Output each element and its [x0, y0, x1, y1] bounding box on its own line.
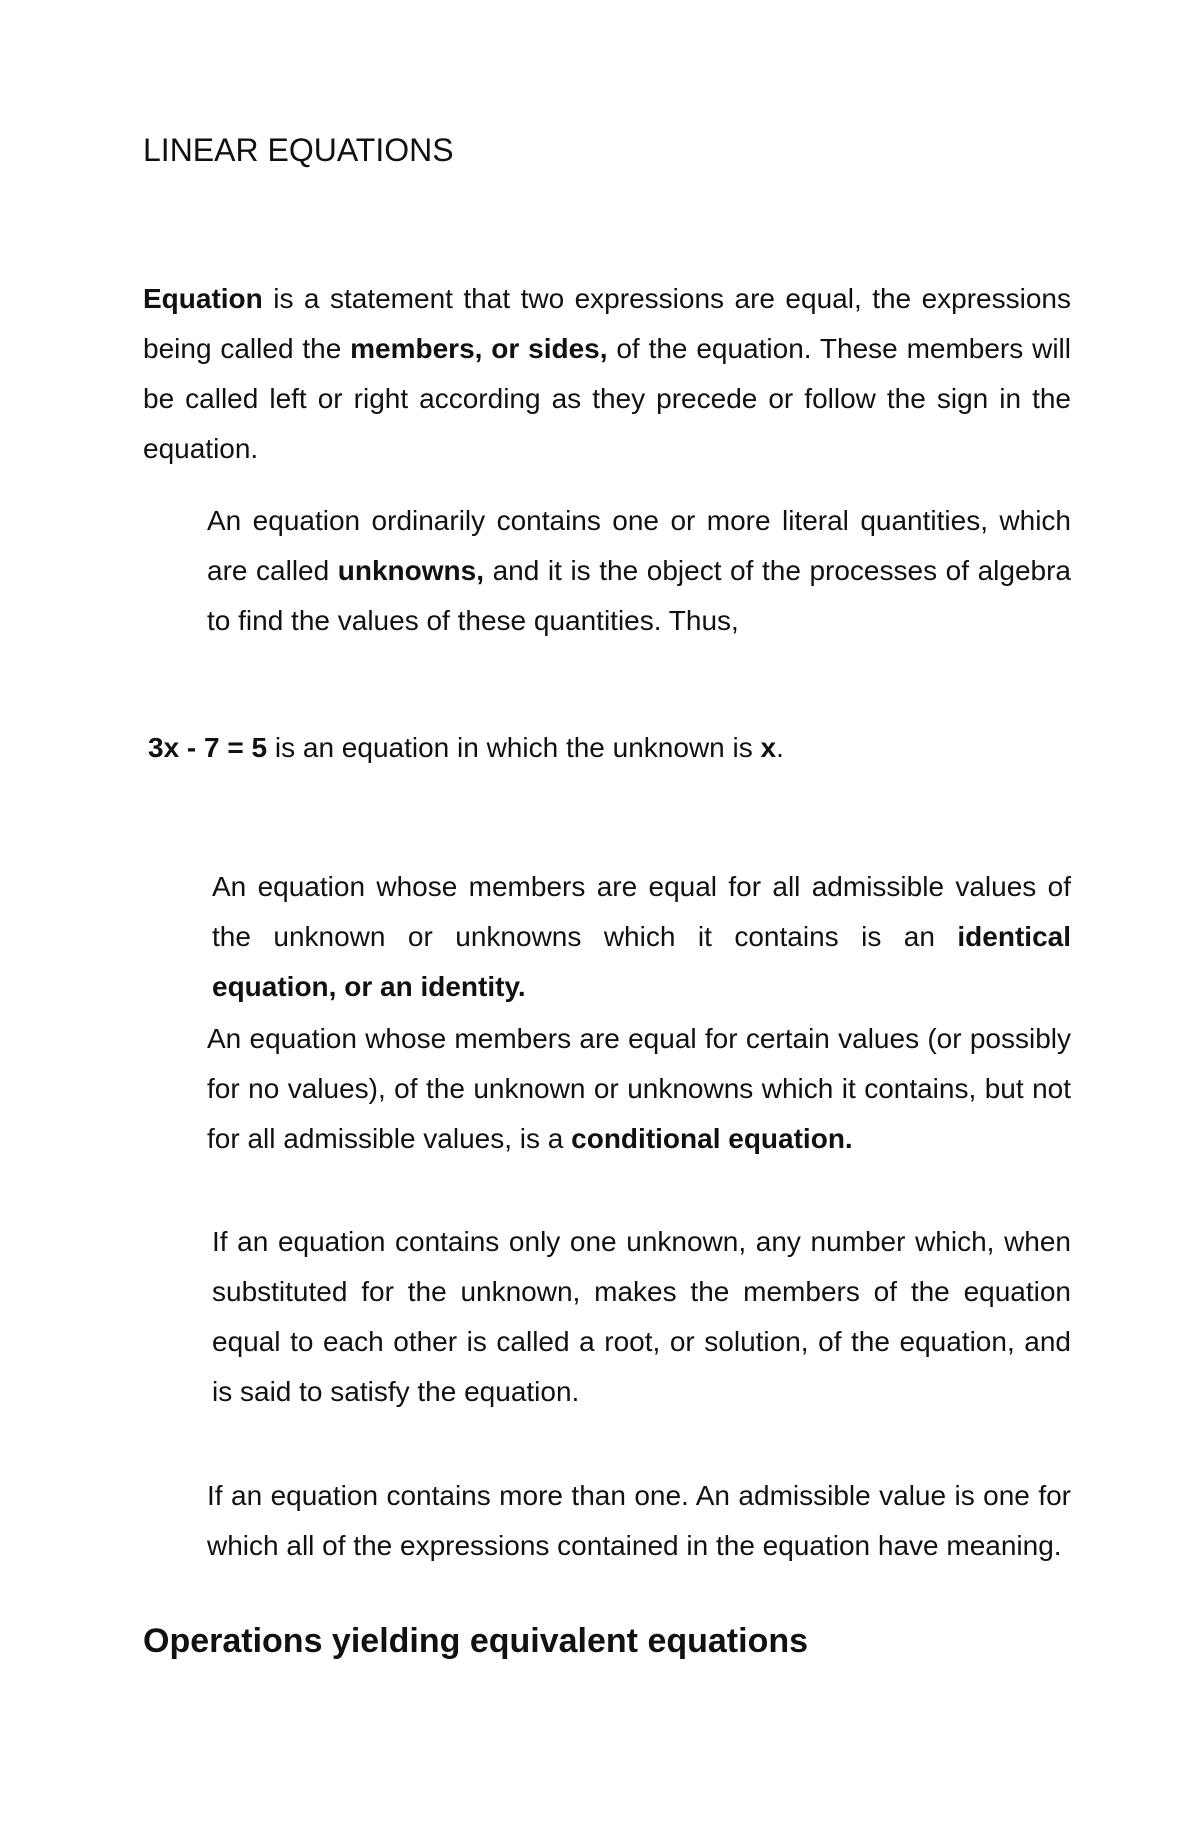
- example-equation: 3x - 7 = 5: [148, 732, 268, 763]
- paragraph-text: is a statement that two expressions are equal, the expressions being called the: [143, 283, 1071, 364]
- paragraph-root: If an equation contains only one unknown, any number which, when substituted for the unknown, makes the members of the equation equal to each other is called a root, or solution, of the equation, and is said to satisfy the equation.: [212, 1226, 1071, 1407]
- paragraph-text: is an equation in which the unknown is: [267, 732, 761, 763]
- paragraph-text: An equation ordinarily contains one or more literal quantities, which are called: [207, 505, 1071, 586]
- term-members-or-sides: members, or sides,: [350, 333, 608, 364]
- paragraph-unknowns: [207, 496, 1071, 646]
- section-heading: Operations yielding equivalent equations: [143, 1622, 809, 1660]
- term-unknowns: unknowns,: [337, 555, 485, 586]
- term-x: x: [760, 732, 777, 763]
- paragraph-text: An equation whose members are equal for certain values (or possibly for no values), of the unknown or unknowns which it contains, but not for all admissible values, is a: [207, 1023, 1071, 1154]
- term-identity: identical equation, or an identity.: [212, 921, 1071, 1002]
- paragraph-equation-definition: [143, 274, 1071, 474]
- term-conditional-equation: conditional equation.: [571, 1123, 853, 1154]
- paragraph-text: and it is the object of the processes of algebra to find the values of these quantities. Thus,: [207, 555, 1071, 636]
- paragraph-text: .: [776, 732, 784, 763]
- paragraph-example-equation: [148, 723, 1068, 773]
- paragraph-admissible-value: If an equation contains more than one. An admissible value is one for which all of the expressions contained in the equation have meaning.: [207, 1480, 1071, 1561]
- paragraph-text: An equation whose members are equal for all admissible values of the unknown or unknowns which it contains is an: [212, 871, 1071, 952]
- paragraph-conditional: [207, 1014, 1071, 1164]
- document-title: LINEAR EQUATIONS: [143, 132, 454, 168]
- term-equation: Equation: [143, 283, 263, 314]
- paragraph-text: of the equation. These members will be called left or right according as they precede or follow the sign in the equation.: [143, 333, 1071, 464]
- paragraph-identity: [212, 862, 1071, 1012]
